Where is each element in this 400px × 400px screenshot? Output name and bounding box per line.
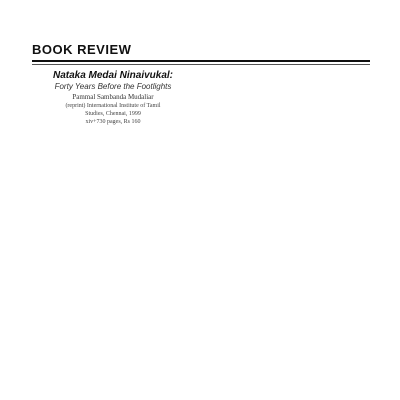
book-author: Pammal Sambanda Mudaliar <box>72 93 154 101</box>
book-subtitle: Forty Years Before the Footlights <box>54 82 172 91</box>
book-publisher-line-1: (reprint) International Institute of Tamil <box>65 103 161 109</box>
left-column <box>32 70 194 375</box>
header-rule-thick <box>32 60 370 62</box>
article-columns <box>32 70 370 375</box>
section-label: BOOK REVIEW <box>32 42 132 57</box>
right-column <box>208 70 370 375</box>
book-title-block <box>32 70 194 126</box>
header-rule-thin <box>32 64 370 65</box>
book-title: Nataka Medai Ninaivukal: <box>52 70 174 81</box>
book-details: xiv+730 pages, Rs 160 <box>85 119 141 125</box>
book-publisher-line-2: Studies, Chennai, 1999 <box>85 111 141 117</box>
